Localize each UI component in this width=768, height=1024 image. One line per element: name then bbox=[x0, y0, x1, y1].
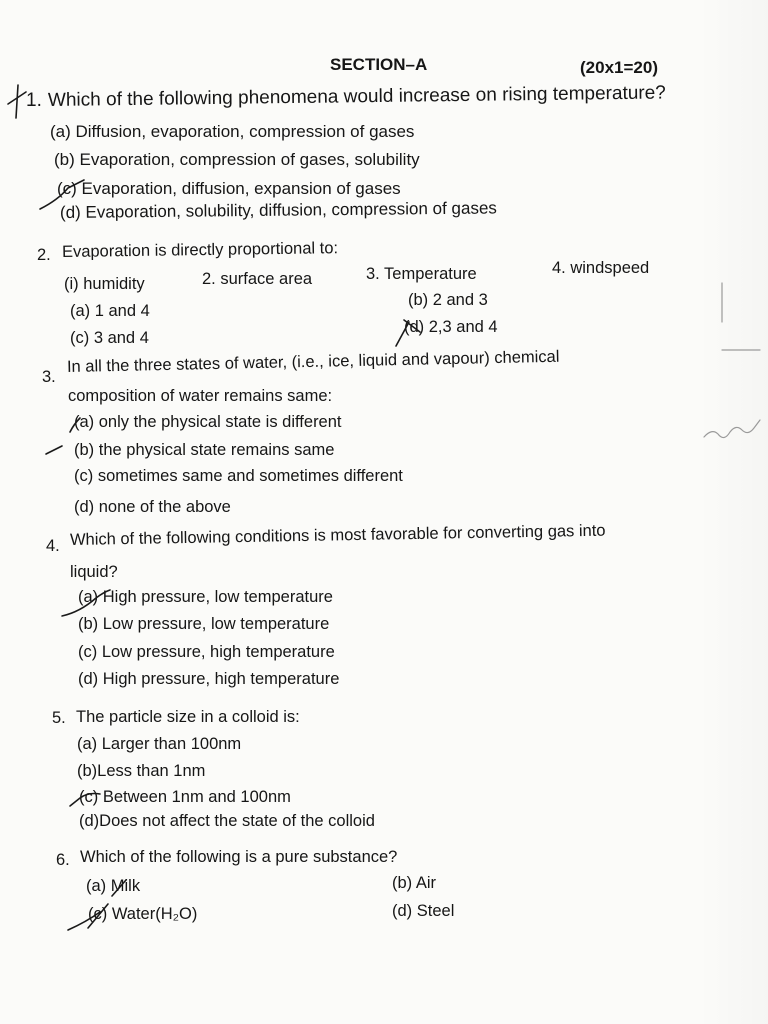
question-text: Which of the following is a pure substance? bbox=[80, 848, 398, 866]
item-3: 3. Temperature bbox=[366, 265, 477, 283]
question-text-line-1: Which of the following conditions is most favorable for converting gas into bbox=[69, 521, 606, 549]
item-1: (i) humidity bbox=[64, 275, 145, 293]
option-d: (d) Evaporation, solubility, diffusion, compression of gases bbox=[59, 198, 497, 222]
option-d: (d) Steel bbox=[392, 902, 455, 920]
option-b: (b)Less than 1nm bbox=[77, 762, 206, 780]
option-d: (d)Does not affect the state of the colloid bbox=[79, 812, 375, 830]
option-b: (b) Low pressure, low temperature bbox=[78, 615, 330, 633]
option-a: (a) 1 and 4 bbox=[70, 302, 150, 320]
item-4: 4. windspeed bbox=[552, 259, 650, 277]
option-c: (c) Low pressure, high temperature bbox=[78, 643, 335, 661]
question-text: Evaporation is directly proportional to: bbox=[61, 239, 339, 261]
question-text: The particle size in a colloid is: bbox=[76, 708, 300, 726]
option-a: (a) Diffusion, evaporation, compression of gases bbox=[50, 122, 415, 141]
page-edge-shadow bbox=[698, 0, 768, 1024]
question-number: 2. bbox=[37, 246, 51, 264]
option-c: (c) 3 and 4 bbox=[70, 329, 149, 347]
option-b: (b) Air bbox=[392, 874, 437, 892]
option-b: (b) Evaporation, compression of gases, solubility bbox=[54, 150, 420, 169]
option-a: (a) only the physical state is different bbox=[74, 413, 342, 431]
question-number: 3. bbox=[42, 368, 56, 386]
option-d: (d) none of the above bbox=[74, 498, 231, 516]
option-a: (a) Milk bbox=[86, 877, 141, 895]
option-c: (c) sometimes same and sometimes different bbox=[74, 467, 403, 485]
question-text-line-2: liquid? bbox=[70, 563, 118, 581]
question-text: Which of the following phenomena would increase on rising temperature? bbox=[47, 82, 666, 111]
q1-number-tick bbox=[8, 85, 26, 118]
question-text-line-1: In all the three states of water, (i.e., ice, liquid and vapour) chemical bbox=[66, 347, 560, 376]
question-number: 1. bbox=[26, 90, 42, 111]
option-b: (b) the physical state remains same bbox=[74, 441, 335, 459]
option-d: (d) 2,3 and 4 bbox=[404, 318, 498, 336]
option-c: (c) Water(H₂O) bbox=[88, 905, 198, 923]
question-number: 6. bbox=[56, 851, 70, 869]
option-c: (c) Between 1nm and 100nm bbox=[79, 788, 291, 806]
option-b: (b) 2 and 3 bbox=[408, 291, 488, 309]
item-2: 2. surface area bbox=[202, 270, 313, 288]
option-a: (a) Larger than 100nm bbox=[77, 735, 242, 753]
section-marks: (20x1=20) bbox=[580, 58, 658, 77]
question-text-line-2: composition of water remains same: bbox=[68, 387, 333, 405]
question-number: 4. bbox=[46, 537, 60, 555]
question-number: 5. bbox=[52, 709, 66, 727]
option-a: (a) High pressure, low temperature bbox=[78, 588, 333, 606]
option-c: (c) Evaporation, diffusion, expansion of gases bbox=[57, 179, 401, 198]
option-d: (d) High pressure, high temperature bbox=[78, 670, 340, 688]
section-title: SECTION–A bbox=[330, 55, 428, 74]
